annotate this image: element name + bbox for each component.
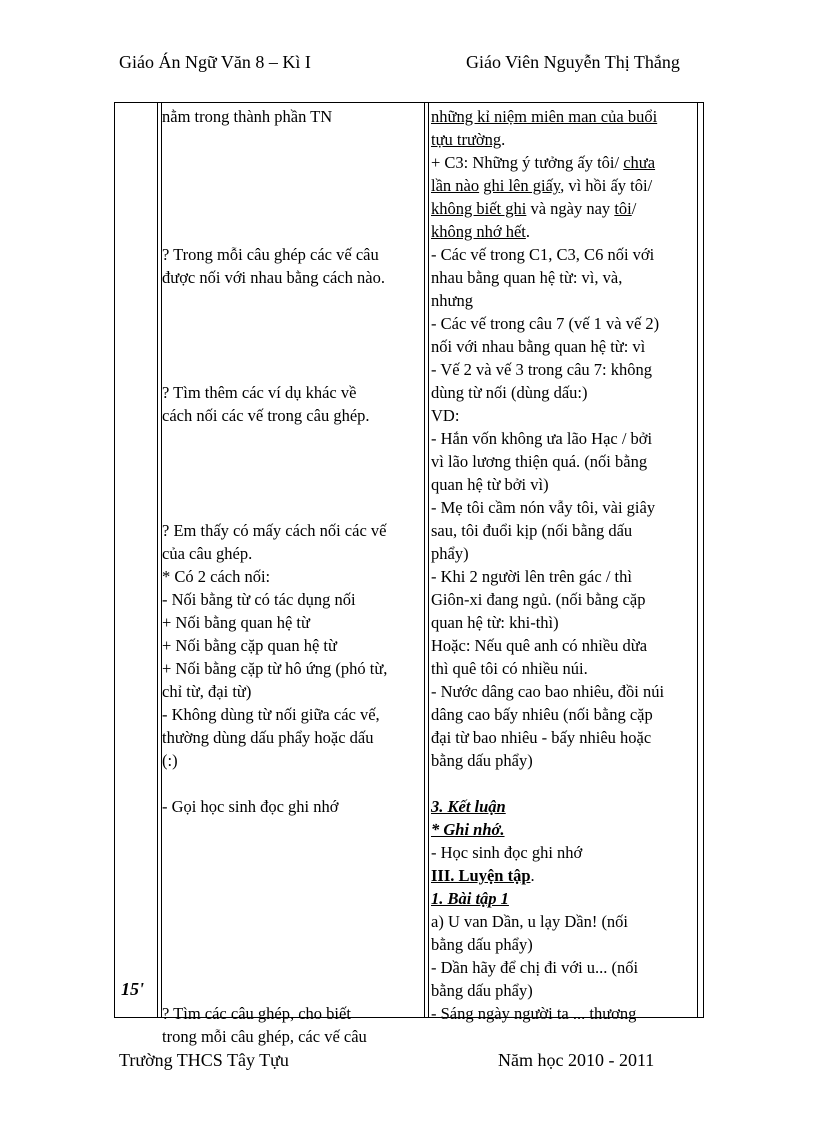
- text-line: bằng dấu phẩy): [431, 981, 533, 1000]
- column-divider: [424, 103, 425, 1017]
- question-line: ? Em thấy có mấy cách nối các vế: [162, 521, 387, 540]
- question-line: ? Trong mỗi câu ghép các vế câu: [162, 245, 379, 264]
- text-line: dùng từ nối (dùng dấu:): [431, 383, 588, 402]
- text-line: [431, 220, 697, 243]
- text-span: + C3:: [431, 153, 473, 172]
- text-span: Những ý tưởng ấy tôi: [472, 153, 615, 172]
- answer-line: + Nối bằng cặp từ hô ứng (phó từ,: [162, 659, 388, 678]
- text-span: không biết ghi: [431, 199, 527, 218]
- text-span: không nhớ hết: [431, 222, 526, 241]
- text-line: [431, 128, 697, 151]
- text-line: - Mẹ tôi cầm nón vẫy tôi, vài giây: [431, 498, 656, 517]
- text-line: - Học sinh đọc ghi nhớ: [431, 843, 583, 862]
- text-line: nhưng: [431, 291, 473, 310]
- column-divider: [697, 103, 698, 1017]
- text-line: Giôn-xi đang ngủ. (nối bằng cặp: [431, 590, 646, 609]
- text-line: - Khi 2 người lên trên gác / thì: [431, 567, 632, 586]
- footer-left: Trường THCS Tây Tựu: [119, 1050, 289, 1070]
- text-line: Hoặc: Nếu quê anh có nhiều dừa: [431, 636, 648, 655]
- text-line: [431, 174, 697, 197]
- text-line: quan hệ từ bởi vì): [431, 475, 549, 494]
- section-heading: 3. Kết luận: [431, 797, 506, 816]
- text-line: - Vế 2 và vế 3 trong câu 7: không: [431, 360, 653, 379]
- header-right: Giáo Viên Nguyễn Thị Thắng: [466, 52, 680, 72]
- text-line: vì lão lương thiện quá. (nối bằng: [431, 452, 648, 471]
- text-line: [431, 197, 697, 220]
- teacher-activity-column: [162, 103, 422, 1048]
- text-line: - Các vế trong C1, C3, C6 nối với: [431, 245, 655, 264]
- answer-line: + Nối bằng quan hệ từ: [162, 613, 310, 632]
- answer-line: + Nối bằng cặp quan hệ từ: [162, 636, 337, 655]
- text-line: nằm trong thành phần TN: [162, 107, 333, 126]
- question-line: ? Tìm thêm các ví dụ khác về: [162, 383, 357, 402]
- column-divider: [428, 103, 429, 1017]
- answer-line: - Nối bằng từ có tác dụng nối: [162, 590, 356, 609]
- text-span: và ngày nay: [526, 199, 615, 218]
- text-line: a) U van Dần, u lạy Dần! (nối: [431, 912, 629, 931]
- section-heading: 1. Bài tập 1: [431, 889, 509, 908]
- content-column: [431, 103, 697, 1025]
- text-span: ghi lên giấy: [483, 176, 561, 195]
- text-span: /: [614, 153, 624, 172]
- text-line: sau, tôi đuổi kịp (nối bằng dấu: [431, 521, 633, 540]
- text-line: - Dần hãy để chị đi với u... (nối: [431, 958, 639, 977]
- text-line: - Các vế trong câu 7 (vế 1 và vế 2): [431, 314, 660, 333]
- text-line: bằng dấu phẩy): [431, 751, 533, 770]
- text-line: bằng dấu phẩy): [431, 935, 533, 954]
- section-heading: * Ghi nhớ.: [431, 820, 505, 839]
- text-line: [431, 151, 697, 174]
- lesson-table: [114, 102, 704, 1046]
- section-heading: [431, 864, 697, 887]
- text-span: .: [501, 130, 506, 149]
- text-span: /: [631, 199, 637, 218]
- answer-line: - Không dùng từ nối giữa các vế,: [162, 705, 380, 724]
- text-span: tôi: [614, 199, 632, 218]
- question-line: của câu ghép.: [162, 544, 253, 563]
- text-span: , vì hồi ấy tôi/: [560, 176, 653, 195]
- instruction-line: - Gọi học sinh đọc ghi nhớ: [162, 797, 339, 816]
- text-span: .: [530, 866, 535, 885]
- text-line: nối với nhau bằng quan hệ từ: vì: [431, 337, 646, 356]
- text-line: - Nước dâng cao bao nhiêu, đồi núi: [431, 682, 665, 701]
- footer-right: Năm học 2010 - 2011: [498, 1050, 655, 1070]
- text-span: .: [525, 222, 531, 241]
- answer-line: * Có 2 cách nối:: [162, 567, 271, 586]
- text-span: chưa: [623, 153, 656, 172]
- text-span: III. Luyện tập: [431, 866, 531, 885]
- text-span: tựu trường: [431, 130, 502, 149]
- text-line: dâng cao bấy nhiêu (nối bằng cặp: [431, 705, 653, 724]
- answer-line: (:): [162, 751, 178, 770]
- answer-line: chỉ từ, đại từ): [162, 682, 252, 701]
- text-line: - Sáng ngày người ta ... thương: [431, 1004, 637, 1023]
- answer-line: thường dùng dấu phẩy hoặc dấu: [162, 728, 374, 747]
- header-left: Giáo Án Ngữ Văn 8 – Kì I: [119, 52, 311, 72]
- question-line: cách nối các vế trong câu ghép.: [162, 406, 370, 425]
- question-line: ? Tìm các câu ghép, cho biết: [162, 1004, 351, 1023]
- text-span: lần nào: [431, 176, 480, 195]
- question-line: được nối với nhau bằng cách nào.: [162, 268, 385, 287]
- text-line: những kỉ niệm miên man của buổi: [431, 107, 658, 126]
- text-line: - Hắn vốn không ưa lão Hạc / bởi: [431, 429, 653, 448]
- column-divider: [157, 103, 158, 1017]
- text-line: thì quê tôi có nhiều núi.: [431, 659, 588, 678]
- text-line: quan hệ từ: khi-thì): [431, 613, 559, 632]
- text-line: phẩy): [431, 544, 469, 563]
- text-line: VD:: [431, 406, 460, 425]
- time-mark: 15': [121, 979, 145, 999]
- text-line: nhau bằng quan hệ từ: vì, và,: [431, 268, 623, 287]
- question-line: trong mỗi câu ghép, các vế câu: [162, 1027, 367, 1046]
- text-line: đại từ bao nhiêu - bấy nhiêu hoặc: [431, 728, 652, 747]
